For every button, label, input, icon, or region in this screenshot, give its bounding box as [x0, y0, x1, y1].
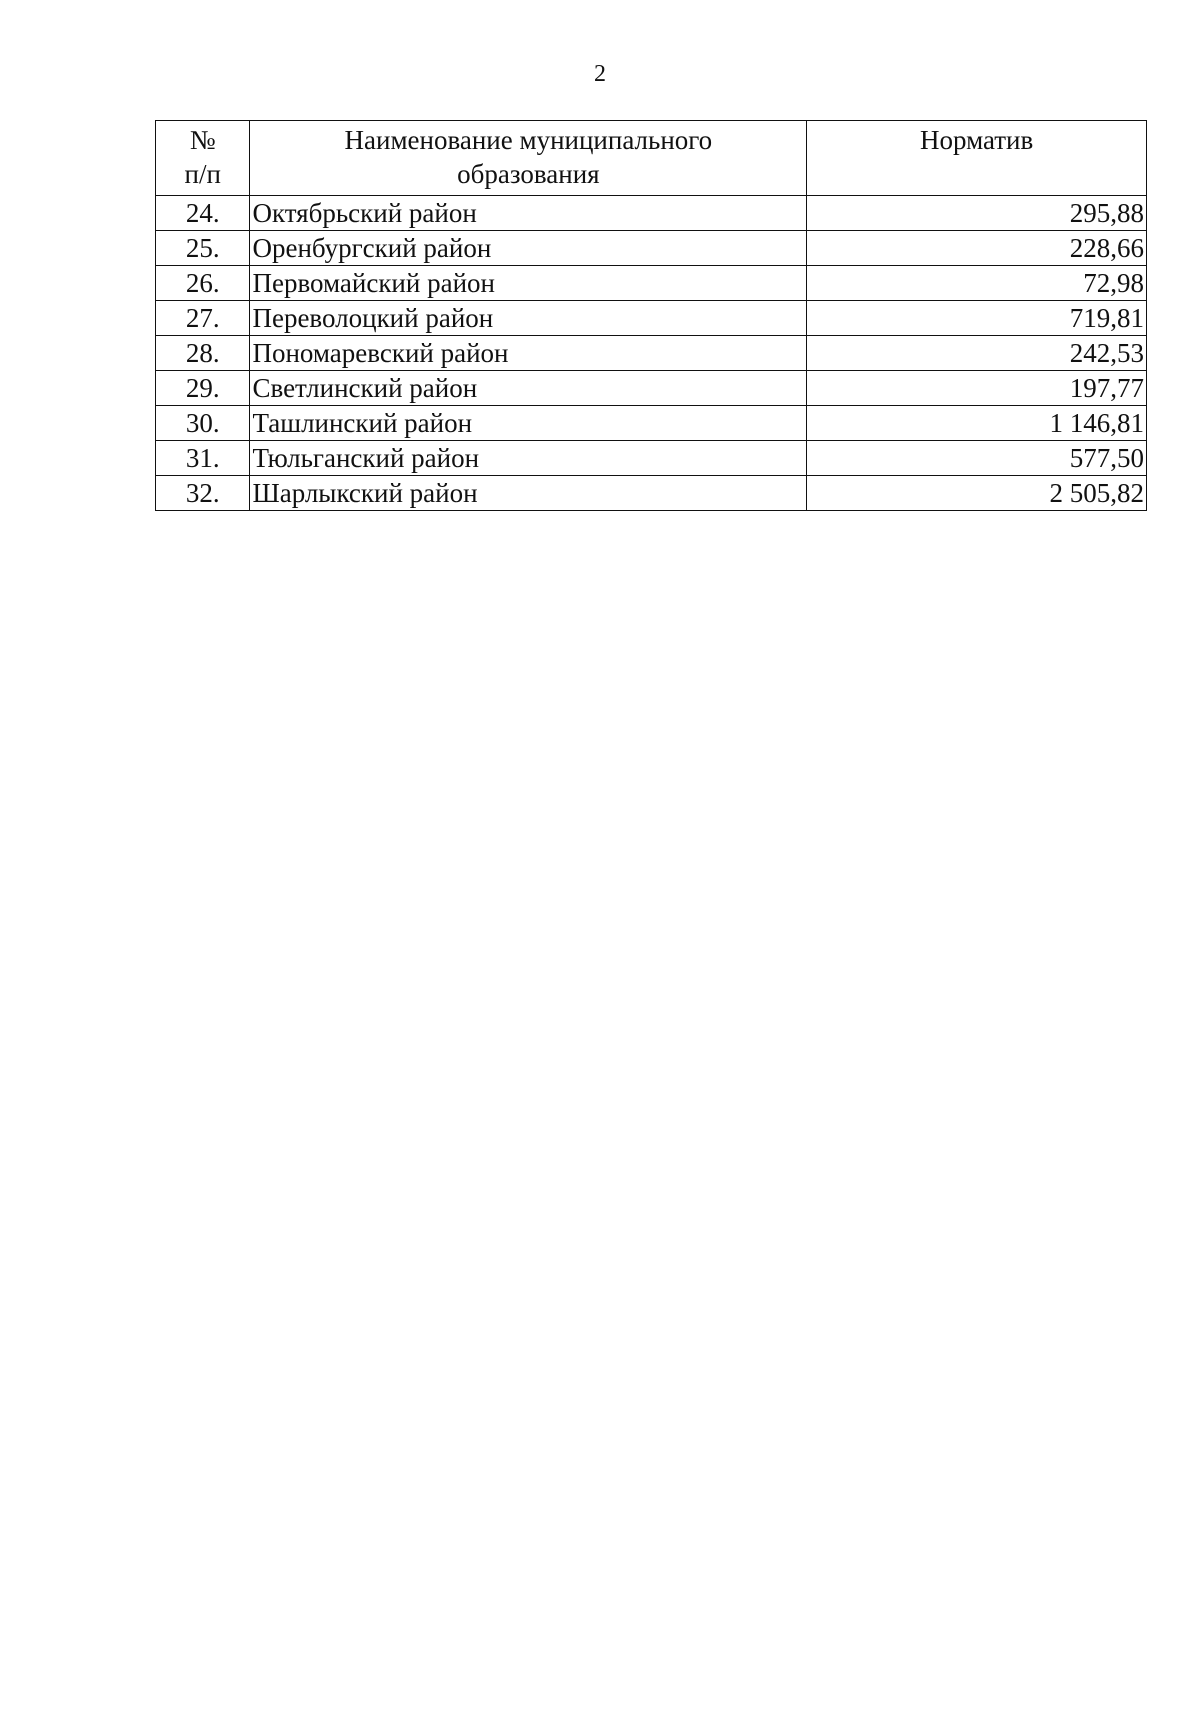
header-number — [156, 121, 250, 196]
row-name: Переволоцкий район — [250, 301, 807, 336]
table-header-row — [156, 121, 1147, 196]
row-number: 29. — [156, 371, 250, 406]
row-name: Шарлыкский район — [250, 476, 807, 511]
table-row — [156, 476, 1147, 511]
row-value: 228,66 — [807, 231, 1147, 266]
header-value: Норматив — [807, 121, 1147, 196]
row-value: 1 146,81 — [807, 406, 1147, 441]
row-value: 197,77 — [807, 371, 1147, 406]
row-number: 31. — [156, 441, 250, 476]
table-row — [156, 231, 1147, 266]
row-value: 577,50 — [807, 441, 1147, 476]
row-name: Светлинский район — [250, 371, 807, 406]
row-name: Пономаревский район — [250, 336, 807, 371]
row-value: 719,81 — [807, 301, 1147, 336]
table-row — [156, 406, 1147, 441]
row-number: 24. — [156, 196, 250, 231]
row-value: 72,98 — [807, 266, 1147, 301]
table-row — [156, 196, 1147, 231]
table-row — [156, 336, 1147, 371]
header-name-line2: образования — [457, 159, 600, 189]
row-name: Оренбургский район — [250, 231, 807, 266]
header-number-line1: № — [189, 125, 216, 155]
row-number: 32. — [156, 476, 250, 511]
row-name: Тюльганский район — [250, 441, 807, 476]
header-name — [250, 121, 807, 196]
header-name-line1: Наименование муниципального — [344, 125, 713, 155]
table-row — [156, 371, 1147, 406]
row-value: 2 505,82 — [807, 476, 1147, 511]
normative-table — [155, 120, 1147, 511]
row-number: 25. — [156, 231, 250, 266]
table-row — [156, 441, 1147, 476]
page-number: 2 — [594, 61, 606, 87]
row-number: 27. — [156, 301, 250, 336]
row-value: 295,88 — [807, 196, 1147, 231]
row-value: 242,53 — [807, 336, 1147, 371]
row-number: 28. — [156, 336, 250, 371]
row-name: Первомайский район — [250, 266, 807, 301]
table-row — [156, 301, 1147, 336]
row-name: Ташлинский район — [250, 406, 807, 441]
table-row — [156, 266, 1147, 301]
row-number: 30. — [156, 406, 250, 441]
header-number-line2: п/п — [184, 159, 221, 189]
row-number: 26. — [156, 266, 250, 301]
row-name: Октябрьский район — [250, 196, 807, 231]
